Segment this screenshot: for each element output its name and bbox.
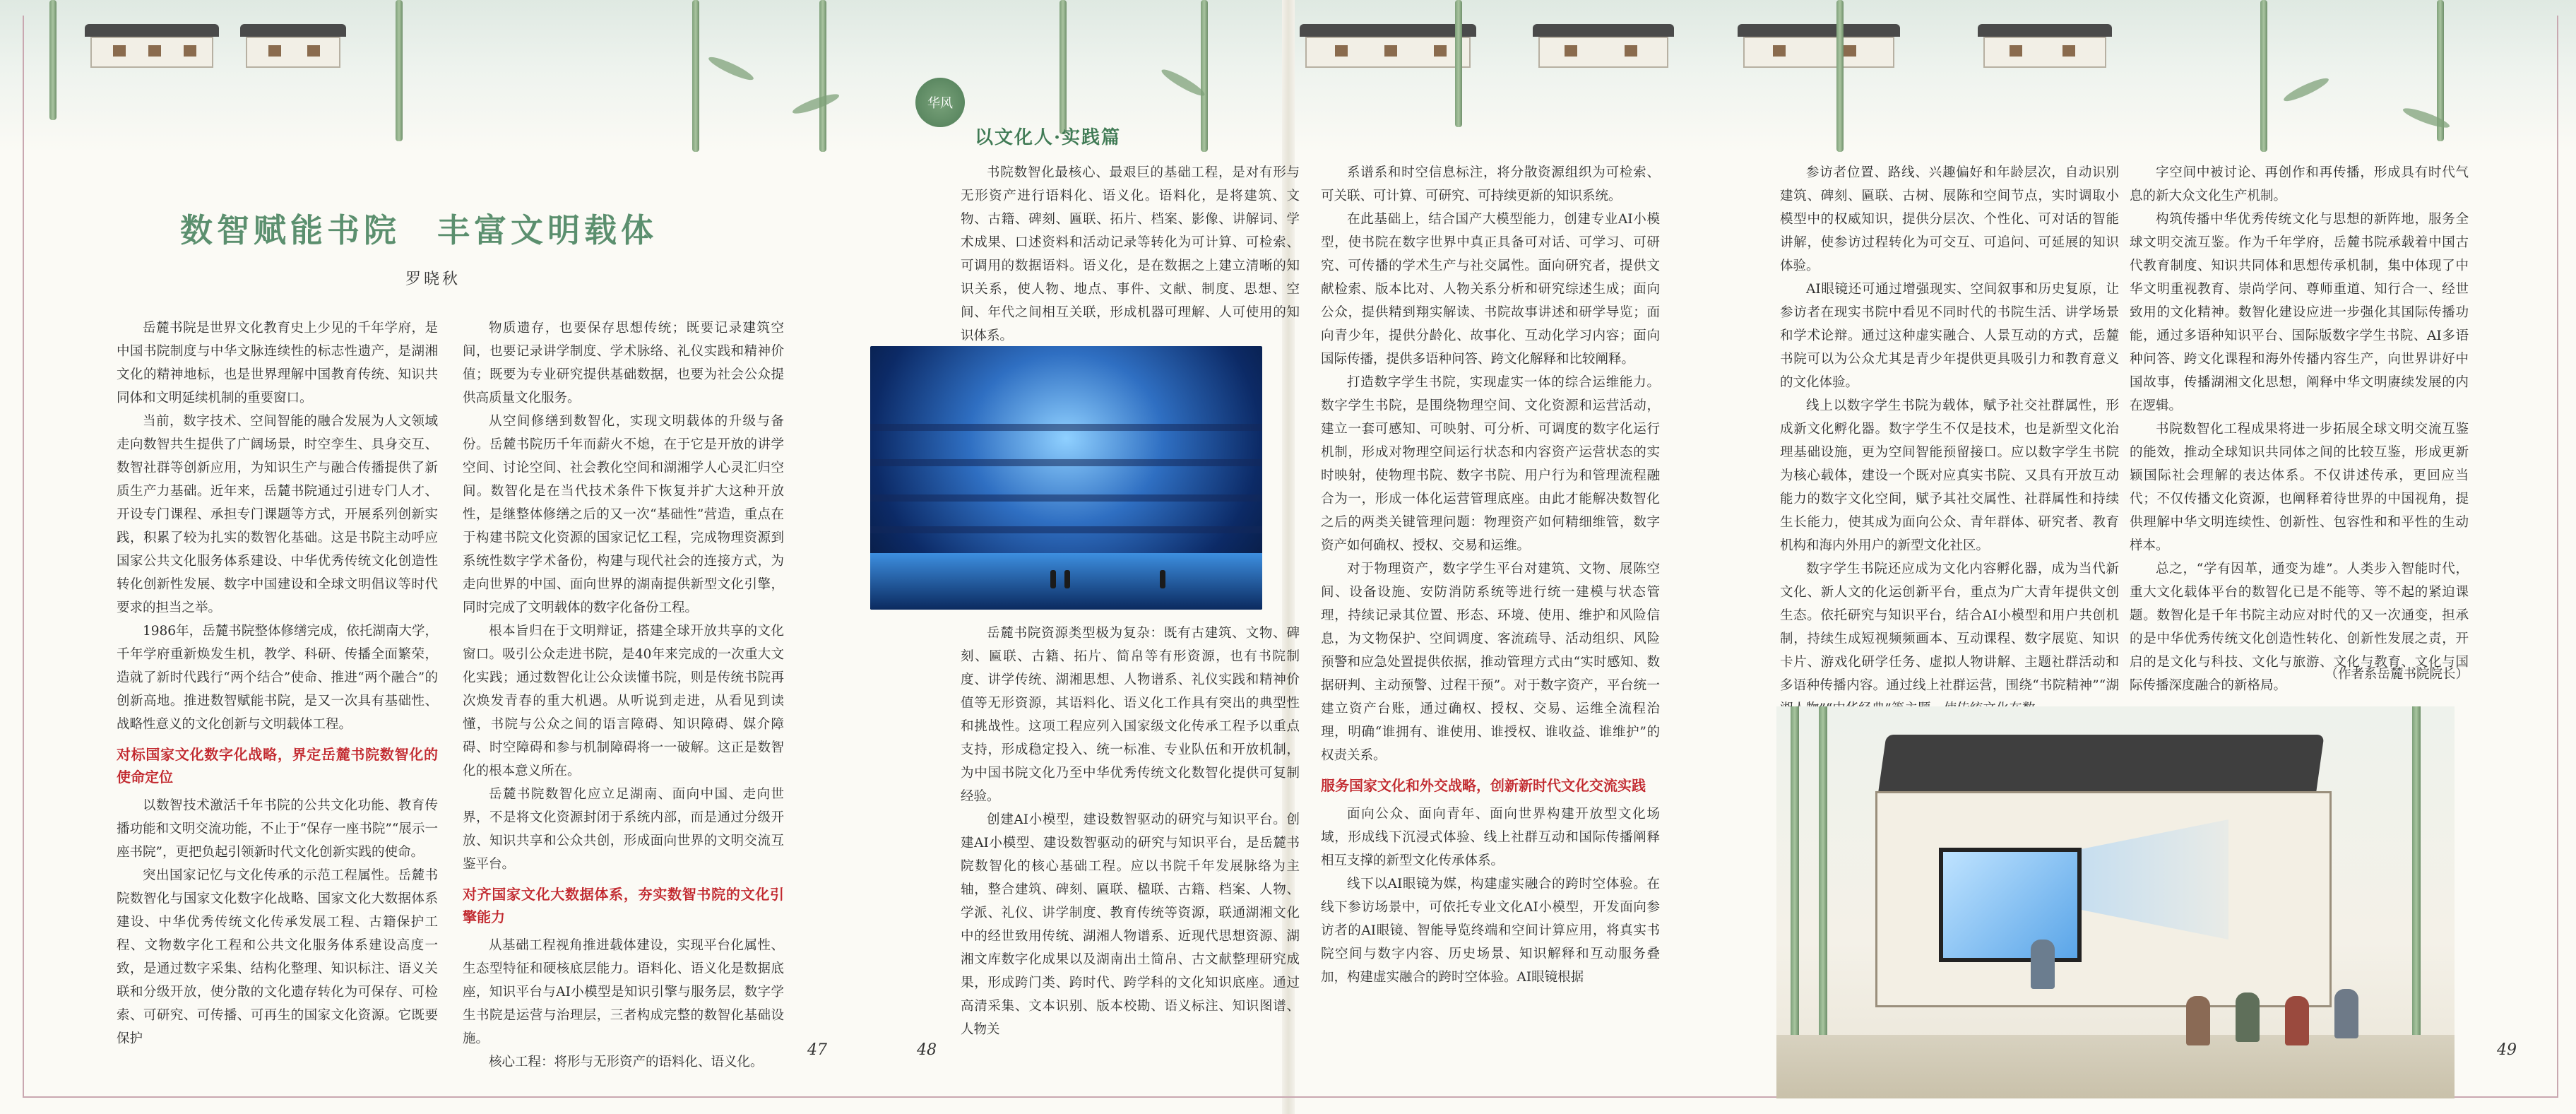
courtyard-house-illustration bbox=[1978, 24, 2112, 68]
page-number-middle: 48 bbox=[917, 1041, 937, 1059]
text-column-6 bbox=[2130, 161, 2469, 697]
text-column-3 bbox=[961, 161, 1300, 348]
paragraph: 岳麓书院数智化应立足湖南、面向中国、走向世界，不是将文化资源封闭于系统内部，而是通过分级开放、知识共享和公众共创，形成面向世界的文明交流互鉴平台。 bbox=[463, 787, 784, 872]
bamboo-leaf bbox=[791, 90, 841, 117]
courtyard-house-illustration bbox=[1300, 24, 1476, 68]
bamboo-illustration bbox=[819, 0, 826, 152]
text-column-5 bbox=[1780, 161, 2119, 721]
paragraph: 从基础工程视角推进载体建设，实现平台化属性、生态型特征和硬核底层能力。语料化、语义化是数据底座，知识平台与AI小模型是知识引擎与服务层，数字学生书院是运营与治理层，三者构成完整的数智化基础设施。 bbox=[463, 938, 784, 1046]
text-column-1 bbox=[117, 316, 438, 1050]
paragraph: 以数智技术激活千年书院的公共文化功能、教育传播功能和文明交流功能，不止于“保存一座书院”“展示一座书院”，更把负起引领新时代文化创新实践的使命。 bbox=[117, 798, 438, 860]
section-heading: 服务国家文化和外交战略，创新新时代文化交流实践 bbox=[1321, 777, 1646, 794]
section-badge: 华风 bbox=[915, 78, 965, 127]
courtyard-house-illustration bbox=[85, 24, 219, 68]
bamboo-leaf bbox=[2281, 75, 2330, 105]
section-heading: 对标国家文化数字化战略，界定岳麓书院数智化的使命定位 bbox=[117, 746, 438, 786]
immersive-library-photo bbox=[870, 346, 1262, 610]
author-signature: （作者系岳麓书院院长） bbox=[2325, 667, 2469, 682]
paragraph: 核心工程：将形与无形资产的语料化、语义化。 bbox=[489, 1055, 764, 1069]
paragraph: 打造数字学生书院，实现虚实一体的综合运维能力。数字学生书院，是围绕物理空间、文化资源和运营活动，建立一套可感知、可映射、可分析、可调度的数字化运行机制，形成对物理空间运行状态和内容资产运营状态的实时映射，使物理书院、数字书院、用户行为和管理流程融合为一，形成一体化运营管理底座。由此才能解决数智化之后的两类关键管理问题：物理资产如何精细维管，数字资产如何确权、授权、交易和运维。 bbox=[1321, 375, 1660, 553]
paragraph: 在此基础上，结合国产大模型能力，创建专业AI小模型，使书院在数字世界中真正具备可对话、可学习、可研究、可传播的学术生产与社交属性。面向研究者，提供文献检索、版本比对、人物关系分析和研究综述生成；面向公众，提供精到翔实解读、书院故事讲述和研学导览；面向青少年，提供分龄化、故事化、互动化学习内容；面向国际传播，提供多语种问答、跨文化解释和比较阐释。 bbox=[1321, 212, 1660, 367]
paragraph: 书院数智化最核心、最艰巨的基础工程，是对有形与无形资产进行语料化、语义化。语料化，是将建筑、文物、古籍、碑刻、匾联、拓片、档案、影像、讲解词、学术成果、口述资料和活动记录等转化为可计算、可检索、可调用的数据语料。语义化，是在数据之上建立清晰的知识关系，使人物、地点、事件、文献、制度、思想、空间、年代之间相互关联，形成机器可理解、人可使用的知识体系。 bbox=[961, 165, 1300, 343]
paragraph: 物质遗存，也要保存思想传统；既要记录建筑空间，也要记录讲学制度、学术脉络、礼仪实践和精神价值；既要为专业研究提供基础数据，也要为社会公众提供高质量文化服务。 bbox=[463, 321, 784, 405]
paragraph: 从空间修缮到数智化，实现文明载体的升级与备份。岳麓书院历千年而薪火不熄，在于它是开放的讲学空间、讨论空间、社会教化空间和湖湘学人心灵汇归空间。数智化是在当代技术条件下恢复并扩大这种开放性，是继整体修缮之后的又一次“基础性”营造，重点在于构建书院文化资源的国家记忆工程，完成物理资源到系统性数字学术备份，构建与现代社会的连接方式，为走向世界的中国、面向世界的湖南提供新型文化引擎，同时完成了文明载体的数字化备份工程。 bbox=[463, 414, 784, 615]
paragraph: 对于物理资产，数字学生平台对建筑、文物、展陈空间、设备设施、安防消防系统等进行统一建模与状态管理，持续记录其位置、形态、环境、使用、维护和风险信息，为文物保护、空间调度、客流疏导、活动组织、风险预警和应急处置提供依据，推动管理方式由“实时感知、数据研判、主动预警、过程干预”。对于数字资产，平台统一建立资产台账，通过确权、授权、交易、运维全流程治理，明确“谁拥有、谁使用、谁授权、谁收益、谁维护”的权责关系。 bbox=[1321, 562, 1660, 763]
paragraph: 创建AI小模型，建设数智驱动的研究与知识平台。创建AI小模型、建设数智驱动的研究与知识平台，是岳麓书院数智化的核心基础工程。应以书院千年发展脉络为主轴，整合建筑、碑刻、匾联、楹联、古籍、档案、人物、学派、礼仪、讲学制度、教育传统等资源，联通湖湘文化中的经世致用传统、湖湘人物谱系、近现代思想资源、湖湘文库数字化成果以及湖南出土简帛、古文献整理研究成果，形成跨门类、跨时代、跨学科的文化知识底座。通过高清采集、文本识别、版本校勘、语义标注、知识图谱、人物关 bbox=[961, 812, 1300, 1037]
bamboo-leaf bbox=[706, 54, 755, 83]
bamboo-illustration bbox=[1836, 0, 1844, 152]
page-number-right: 49 bbox=[2497, 1041, 2517, 1059]
paragraph: 数字学生书院还应成为文化内容孵化器，成为当代新文化、新人文的化运创新平台，重点为广大青年提供文创生态。依托研究与知识平台，结合AI小模型和用户共创机制，持续生成短视频频画本、互动课程、数字展览、知识卡片、游戏化研学任务、虚拟人物讲解、主题社群活动和多语种传播内容。通过线上社群运营，围绕“书院精神”“湖 bbox=[1780, 562, 2119, 693]
bamboo-illustration bbox=[1455, 0, 1462, 127]
bamboo-leaf bbox=[1159, 66, 1207, 99]
bamboo-illustration bbox=[1201, 0, 1208, 152]
article-title: 数智赋能书院 丰富文明载体 bbox=[180, 211, 658, 249]
paragraph: 线下以AI眼镜为媒，构建虚实融合的跨时空体验。在线下参访场景中，可依托专业文化AI小模型，开发面向参访者的AI眼镜、智能导览终端和空间计算应用，将真实书院空间与数字内容、历史场景、知识解释和互动服务叠加，构建虚实融合的跨时空体验。AI眼镜根据 bbox=[1321, 877, 1660, 985]
paragraph: AI眼镜还可通过增强现实、空间叙事和历史复原，让参访者在现实书院中看见不同时代的书院生活、讲学场景和学术论辩。通过这种虚实融合、人景互动的方式，岳麓书院可以为公众尤其是青少年提供更具吸引力和教育意义的文化体验。 bbox=[1780, 282, 2119, 390]
paragraph: 当前，数字技术、空间智能的融合发展为人文领域走向数智共生提供了广阔场景，时空孪生、具身交互、数智社群等创新应用，为知识生产与融合传播提供了新质生产力基础。近年来，岳麓书院通过引进专门人才、开设专门课程、承担专门课题等方式，开展系列创新实践，积累了较为扎实的数智化基础。这是书院主动呼应国家公共文化服务体系建设、中华优秀传统文化创造性转化创新性发展、数字中国建设和全球文明倡议等时代要求的担当之举。 bbox=[117, 414, 438, 615]
bamboo-illustration bbox=[1060, 0, 1067, 134]
paragraph: 突出国家记忆与文化传承的示范工程属性。岳麓书院数智化与国家文化数字化战略、国家文化大数据体系建设、中华优秀传统文化传承发展工程、古籍保护工程、文物数字化工程和公共文化服务体系建设高度一致，是通过数字采集、结构化整理、知识标注、语义关联和分级开放，使分散的文化遗存转化为可保存、可检索、可研究、可传播、可再生的国家文化资源。它既要保护 bbox=[117, 868, 438, 1046]
section-heading: 对齐国家文化大数据体系，夯实数智书院的文化引擎能力 bbox=[463, 886, 784, 925]
paragraph: 参访者位置、路线、兴趣偏好和年龄层次，自动识别建筑、碑刻、匾联、古树、展陈和空间节点，实时调取小模型中的权威知识，提供分层次、个性化、可对话的智能讲解，使参访过程转化为可交互、可追问、可延展的知识体验。 bbox=[1780, 165, 2119, 273]
bamboo-illustration bbox=[49, 0, 57, 120]
text-column-2 bbox=[463, 316, 784, 1074]
paragraph: 总之，“学有因革，通变为雄”。人类步入智能时代，重大文化载体平台的数智化已是不能等、等不起的紧迫课题。数智化是千年书院主动应对时代的又一次通变，担承的是中华优秀传统文化创造性转化、创新性发展之责，开启的是文化与科技、文化与旅游、文化与教育、文化与国际传播深度融合的新格局。 bbox=[2130, 562, 2469, 693]
article-author: 罗晓秋 bbox=[405, 271, 461, 288]
bamboo-illustration bbox=[692, 0, 699, 152]
paragraph: 岳麓书院是世界文化教育史上少见的千年学府，是中国书院制度与中华文脉连续性的标志性遗产，是湖湘文化的精神地标，也是世界理解中国教育传统、知识共同体和文明延续机制的重要窗口。 bbox=[117, 321, 438, 405]
section-label: 以文化人·实践篇 bbox=[975, 127, 1122, 148]
bamboo-illustration bbox=[396, 0, 403, 141]
paragraph: 字空间中被讨论、再创作和再传播，形成具有时代气息的新大众文化生产机制。 bbox=[2130, 165, 2469, 203]
paragraph: 系谱系和时空信息标注，将分散资源组织为可检索、可关联、可计算、可研究、可持续更新的知识系统。 bbox=[1321, 165, 1660, 203]
text-column-4 bbox=[1321, 161, 1660, 989]
ai-classroom-illustration bbox=[1776, 706, 2455, 1098]
courtyard-house-illustration bbox=[1738, 24, 1900, 68]
paragraph: 线上以数字学生书院为载体，赋予社交社群属性，形成新文化孵化器。数字学生不仅是技术，也是新型文化治理基础设施，更为空间智能预留接口。应以数字学生书院为核心载体，建设一个既对应真实书院、又具有开放互动能力的数字文化空间，赋予其社交属性、社群属性和持续生长能力，使其成为面向公众、青年群体、研究者、教育机构和海内外用户的新型文化社区。 bbox=[1780, 398, 2119, 553]
paragraph: 书院数智化工程成果将进一步拓展全球文明交流互鉴的能效，推动全球知识共同体之间的比较互鉴，形成更新颖国际社会理解的表达体系。不仅讲述传承，更回应当代；不仅传播文化资源，也阐释着待世界的中国视角，提供理解中华文明连续性、创新性、包容性和和平性的生动样本。 bbox=[2130, 422, 2469, 553]
text-column-3b bbox=[961, 622, 1300, 1041]
courtyard-house-illustration bbox=[240, 24, 346, 68]
paragraph: 根本旨归在于文明辩证，搭建全球开放共享的文化窗口。吸引公众走进书院，是40年来完成的一次重大文化实践；通过数智化让公众读懂书院，则是传统书院再次焕发青春的重大机遇。从听说到走进，从看见到读懂，书院与公众之间的语言障碍、知识障碍、媒介障碍、时空障碍和参与机制障碍将一一破解。这正是数智化的根本意义所在。 bbox=[463, 624, 784, 778]
bamboo-illustration bbox=[2260, 0, 2267, 152]
paragraph: 1986年，岳麓书院整体修缮完成，依托湖南大学，千年学府重新焕发生机，教学、科研、传播全面繁荣，造就了新时代践行“两个结合”使命、推进“两个融合”的创新高地。推进数智赋能书院，是又一次具有基础性、战略性意义的文化创新与文明载体工程。 bbox=[117, 624, 438, 732]
paragraph: 面向公众、面向青年、面向世界构建开放型文化场域，形成线下沉浸式体验、线上社群互动和国际传播阐释相互支撑的新型文化传承体系。 bbox=[1321, 807, 1660, 868]
paragraph: 构筑传播中华优秀传统文化与思想的新阵地，服务全球文明交流互鉴。作为千年学府，岳麓书院承载着中国古代教育制度、知识共同体和思想传承机制，集中体现了中华文明重视教育、崇尚学问、尊师重道、知行合一、经世致用的文化精神。数智化建设应进一步强化其国际传播功能，通过多语种知识平台、国际版数字学生书院、AI多语种问答、跨文化课程和海外传播内容生产，向世界讲好中国故事，传播湖湘文化思想，阐释中华文明赓续发展的内在逻辑。 bbox=[2130, 212, 2469, 413]
paragraph: 岳麓书院资源类型极为复杂：既有古建筑、文物、碑刻、匾联、古籍、拓片、简帛等有形资源，也有书院制度、讲学传统、湖湘思想、人物谱系、礼仪实践和精神价值等无形资源，其语料化、语义化工作具有突出的典型性和挑战性。这项工程应列入国家级文化传承工程予以重点支持，形成稳定投入、统一标准、专业队伍和开放机制，为中国书院文化乃至中华优秀传统文化数智化提供可复制经验。 bbox=[961, 626, 1300, 804]
courtyard-house-illustration bbox=[1533, 24, 1674, 68]
page-number-left: 47 bbox=[807, 1041, 827, 1059]
